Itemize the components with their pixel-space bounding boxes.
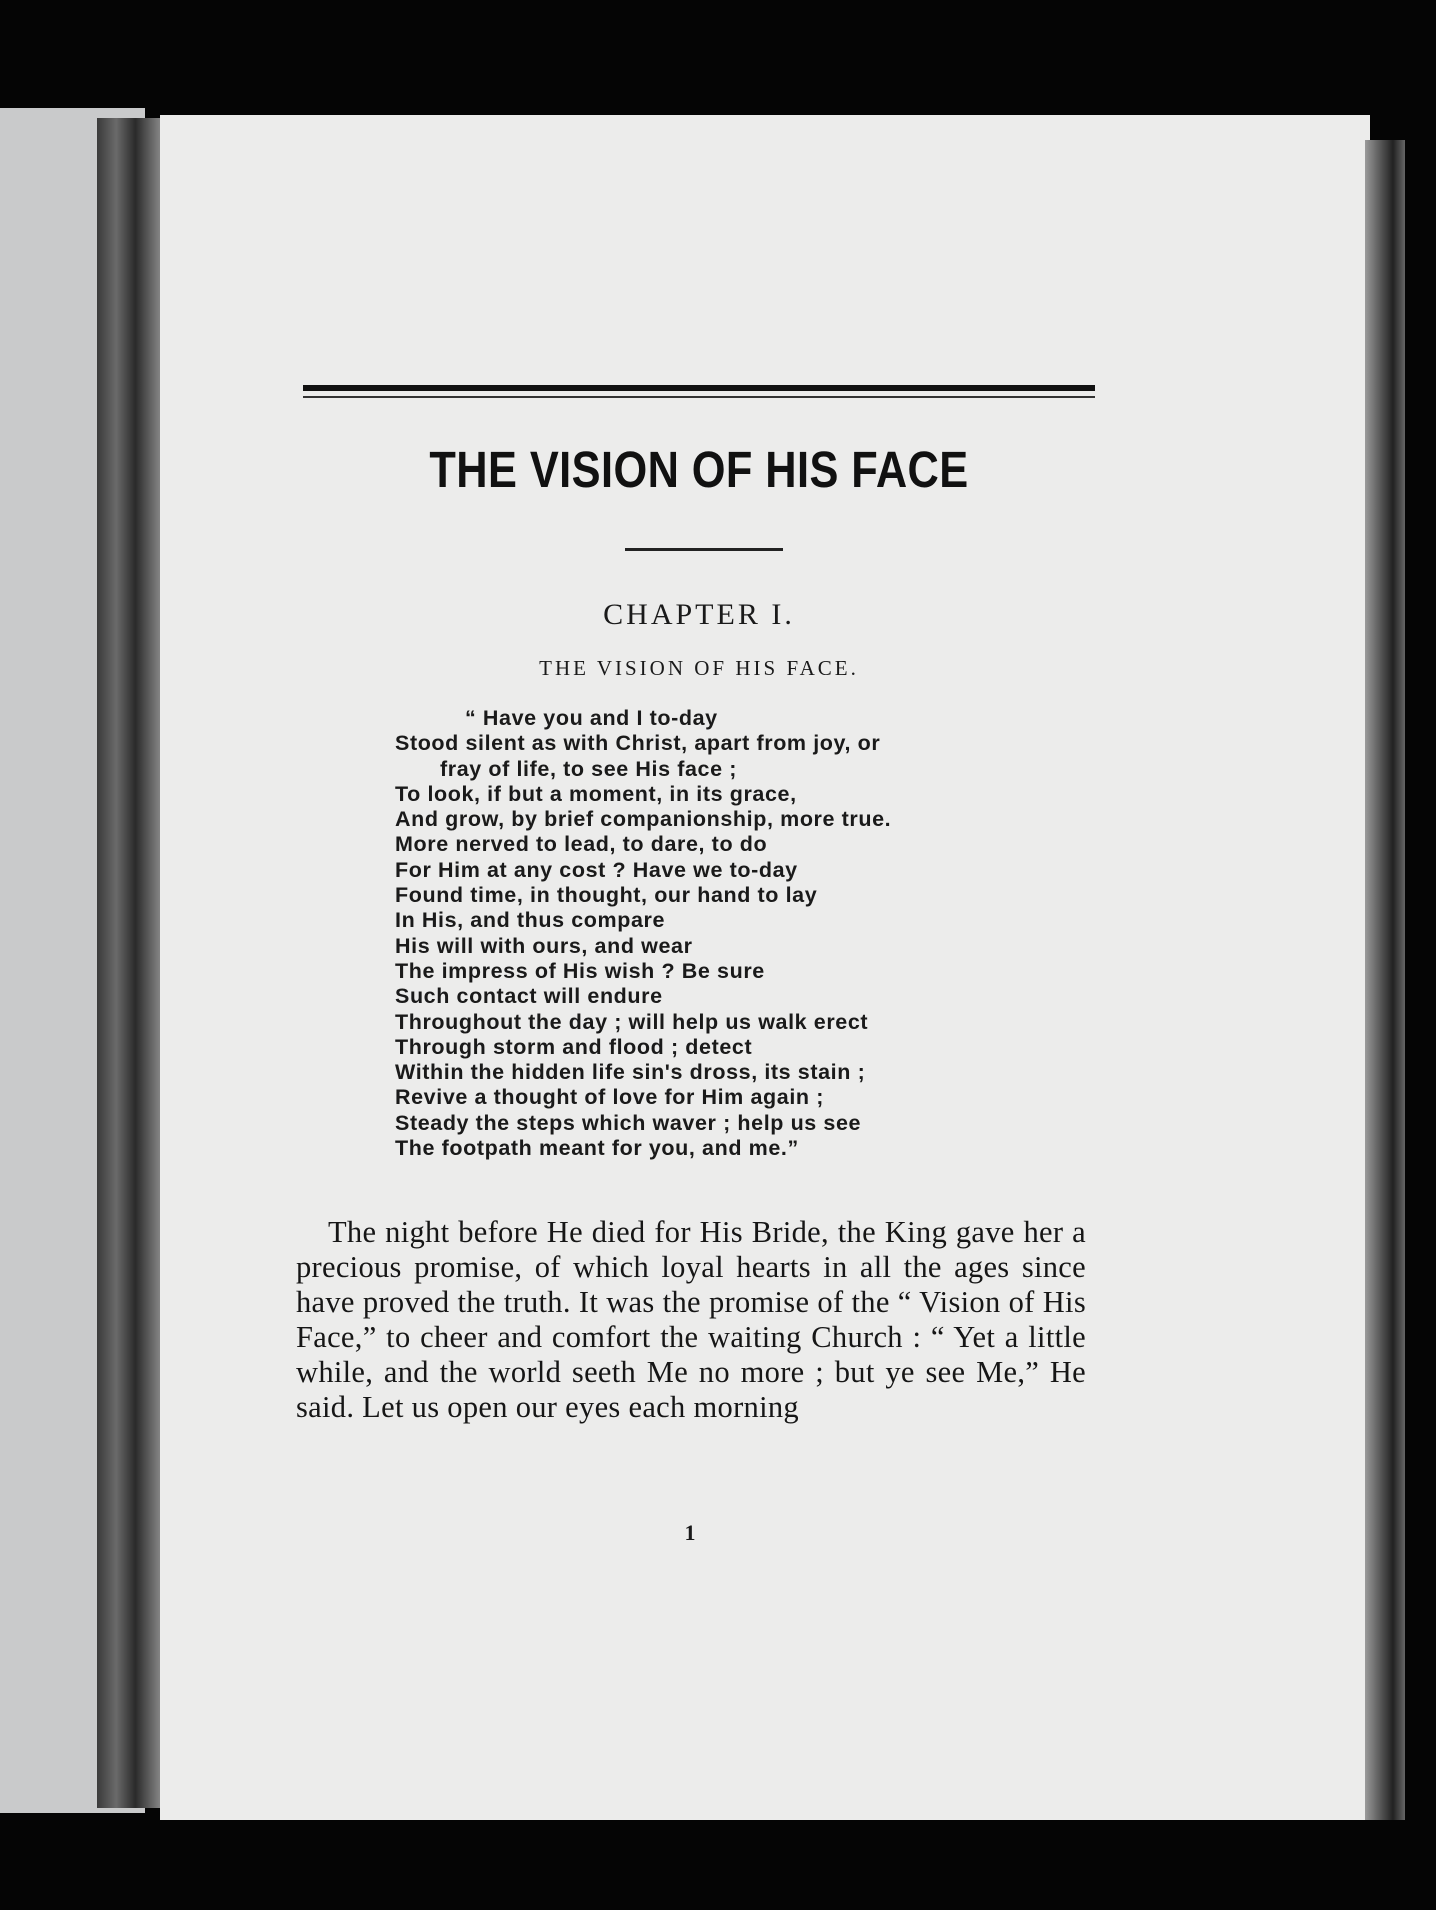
poem-line: In His, and thus compare xyxy=(395,908,666,933)
chapter-heading: CHAPTER I. xyxy=(603,598,795,631)
book-title: THE VISION OF HIS FACE xyxy=(429,441,969,498)
poem-line: Such contact will endure xyxy=(395,984,663,1009)
poem-line: The impress of His wish ? Be sure xyxy=(395,958,765,983)
poem-line: For Him at any cost ? Have we to-day xyxy=(395,857,798,882)
top-rule-thin xyxy=(303,396,1095,398)
poem-line: Steady the steps which waver ; help us see xyxy=(395,1110,862,1135)
poem-line: To look, if but a moment, in its grace, xyxy=(395,781,797,806)
body-paragraph: The night before He died for His Bride, the King gave her a precious promise, of which loyal hearts in all the ages since have proved the truth. It was the promise of the “ Vision of His Face,” to cheer and comfort the waiting Church : “ Yet a little while, and the world seeth Me no more ; but ye see Me,” He said. Let us open our eyes each morning xyxy=(296,1215,1086,1424)
page-number: 1 xyxy=(684,1520,696,1545)
poem-line: More nerved to lead, to dare, to do xyxy=(395,832,768,857)
title-divider xyxy=(625,548,783,551)
chapter-subtitle: THE VISION OF HIS FACE. xyxy=(539,656,859,680)
poem-line: The footpath meant for you, and me.” xyxy=(395,1136,799,1161)
poem-line: His will with ours, and wear xyxy=(395,933,693,958)
book-spine xyxy=(97,118,161,1808)
poem-block xyxy=(395,706,1035,1161)
poem-line: “ Have you and I to-day xyxy=(465,706,718,730)
poem-line: Revive a thought of love for Him again ; xyxy=(395,1085,824,1110)
top-rule-thick xyxy=(303,385,1095,391)
poem-line: And grow, by brief companionship, more true. xyxy=(395,807,892,832)
poem-line: Stood silent as with Christ, apart from joy, or xyxy=(395,731,881,756)
poem-line: Throughout the day ; will help us walk erect xyxy=(395,1009,869,1034)
page-edge-shadow xyxy=(1365,140,1405,1820)
poem-line: Within the hidden life sin's dross, its stain ; xyxy=(395,1060,866,1085)
poem-line: Found time, in thought, our hand to lay xyxy=(395,883,818,908)
poem-line: Through storm and flood ; detect xyxy=(395,1034,753,1059)
poem-line: fray of life, to see His face ; xyxy=(440,756,737,781)
